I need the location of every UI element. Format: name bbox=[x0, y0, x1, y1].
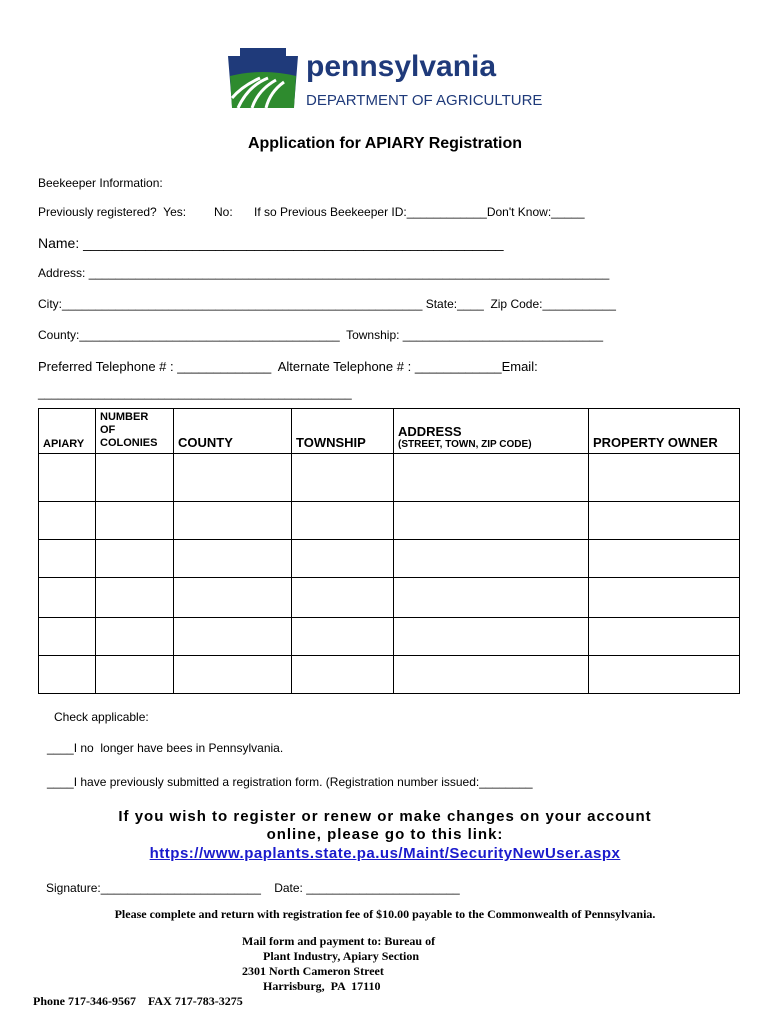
table-cell[interactable] bbox=[39, 502, 96, 540]
table-cell[interactable] bbox=[174, 578, 292, 618]
table-cell[interactable] bbox=[96, 502, 174, 540]
previously-registered-no[interactable]: No: bbox=[214, 205, 233, 219]
check-applicable-label: Check applicable: bbox=[54, 710, 149, 724]
table-cell[interactable] bbox=[39, 618, 96, 656]
table-cell[interactable] bbox=[292, 454, 394, 502]
pa-agriculture-logo bbox=[218, 46, 563, 116]
table-cell[interactable] bbox=[589, 578, 740, 618]
address-field[interactable]: Address: ______________________________________________________________________________ bbox=[38, 266, 610, 280]
mail-line-1: Mail form and payment to: Bureau of bbox=[242, 934, 436, 948]
check-previously-submitted[interactable]: ____I have previously submitted a registration form. (Registration number issued:________ bbox=[47, 775, 533, 789]
table-row bbox=[39, 454, 740, 502]
table-cell[interactable] bbox=[292, 540, 394, 578]
online-notice-line2: online, please go to this link: bbox=[266, 826, 504, 843]
table-cell[interactable] bbox=[394, 656, 589, 694]
header-address-sub: (STREET, TOWN, ZIP CODE) bbox=[398, 439, 532, 450]
table-cell[interactable] bbox=[394, 578, 589, 618]
table-cell[interactable] bbox=[394, 618, 589, 656]
table-row bbox=[39, 656, 740, 694]
keystone-icon bbox=[218, 46, 308, 116]
table-cell[interactable] bbox=[394, 540, 589, 578]
table-cell[interactable] bbox=[39, 540, 96, 578]
header-address-label: ADDRESS bbox=[398, 424, 462, 439]
table-cell[interactable] bbox=[39, 454, 96, 502]
table-cell[interactable] bbox=[174, 540, 292, 578]
table-cell[interactable] bbox=[589, 618, 740, 656]
table-cell[interactable] bbox=[96, 540, 174, 578]
table-cell[interactable] bbox=[96, 454, 174, 502]
previous-beekeeper-id-field[interactable]: If so Previous Beekeeper ID:____________Don't Know:_____ bbox=[254, 205, 585, 219]
table-cell[interactable] bbox=[589, 454, 740, 502]
page-title: Application for APIARY Registration bbox=[247, 135, 523, 152]
city-state-zip-field[interactable]: City:______________________________________________________ State:____ Zip Code:___________ bbox=[38, 297, 616, 311]
header-colonies: NUMBER OF COLONIES bbox=[96, 409, 174, 454]
apiary-table bbox=[38, 408, 740, 694]
table-cell[interactable] bbox=[394, 454, 589, 502]
logo-name: pennsylvania bbox=[306, 50, 497, 83]
header-address bbox=[394, 409, 589, 454]
header-township: TOWNSHIP bbox=[292, 409, 394, 454]
table-cell[interactable] bbox=[174, 618, 292, 656]
table-cell[interactable] bbox=[174, 502, 292, 540]
email-line[interactable]: _______________________________________________ bbox=[38, 386, 352, 400]
check-no-longer-bees[interactable]: ____I no longer have bees in Pennsylvania. bbox=[47, 741, 284, 755]
table-row bbox=[39, 578, 740, 618]
table-cell[interactable] bbox=[96, 618, 174, 656]
table-cell[interactable] bbox=[292, 578, 394, 618]
mail-line-4: Harrisburg, PA 17110 bbox=[263, 979, 381, 993]
county-township-field[interactable]: County:_______________________________________ Township: ______________________________ bbox=[38, 328, 603, 342]
online-notice-line1: If you wish to register or renew or make changes on your account bbox=[118, 808, 652, 825]
table-cell[interactable] bbox=[96, 578, 174, 618]
signature-date-field[interactable]: Signature:________________________ Date: _______________________ bbox=[46, 881, 460, 895]
fee-notice: Please complete and return with registration fee of $10.00 payable to the Commonwealth of Pennsylvania. bbox=[114, 907, 656, 921]
telephone-email-field[interactable]: Preferred Telephone # : _____________ Alternate Telephone # : ____________Email: bbox=[38, 359, 538, 374]
table-cell[interactable] bbox=[96, 656, 174, 694]
table-row bbox=[39, 618, 740, 656]
mail-line-2: Plant Industry, Apiary Section bbox=[263, 949, 420, 963]
table-cell[interactable] bbox=[589, 540, 740, 578]
table-row bbox=[39, 540, 740, 578]
table-cell[interactable] bbox=[39, 578, 96, 618]
logo-subtitle: DEPARTMENT OF AGRICULTURE bbox=[306, 92, 543, 109]
mail-line-3: 2301 North Cameron Street bbox=[242, 964, 384, 978]
phone-fax: Phone 717-346-9567 FAX 717-783-3275 bbox=[33, 994, 243, 1008]
table-cell[interactable] bbox=[39, 656, 96, 694]
table-cell[interactable] bbox=[589, 656, 740, 694]
table-row bbox=[39, 502, 740, 540]
previously-registered-yes[interactable]: Previously registered? Yes: bbox=[38, 205, 187, 219]
header-property-owner: PROPERTY OWNER bbox=[589, 409, 740, 454]
table-cell[interactable] bbox=[292, 502, 394, 540]
beekeeper-info-label: Beekeeper Information: bbox=[38, 176, 163, 190]
table-header-row bbox=[39, 409, 740, 454]
header-apiary: APIARY bbox=[39, 409, 96, 454]
registration-link[interactable]: https://www.paplants.state.pa.us/Maint/SecurityNewUser.aspx bbox=[149, 845, 621, 862]
table-cell[interactable] bbox=[394, 502, 589, 540]
table-cell[interactable] bbox=[174, 454, 292, 502]
header-county: COUNTY bbox=[174, 409, 292, 454]
table-cell[interactable] bbox=[292, 618, 394, 656]
table-cell[interactable] bbox=[292, 656, 394, 694]
name-field[interactable]: Name: ______________________________________________________ bbox=[38, 235, 504, 251]
table-cell[interactable] bbox=[589, 502, 740, 540]
table-cell[interactable] bbox=[174, 656, 292, 694]
